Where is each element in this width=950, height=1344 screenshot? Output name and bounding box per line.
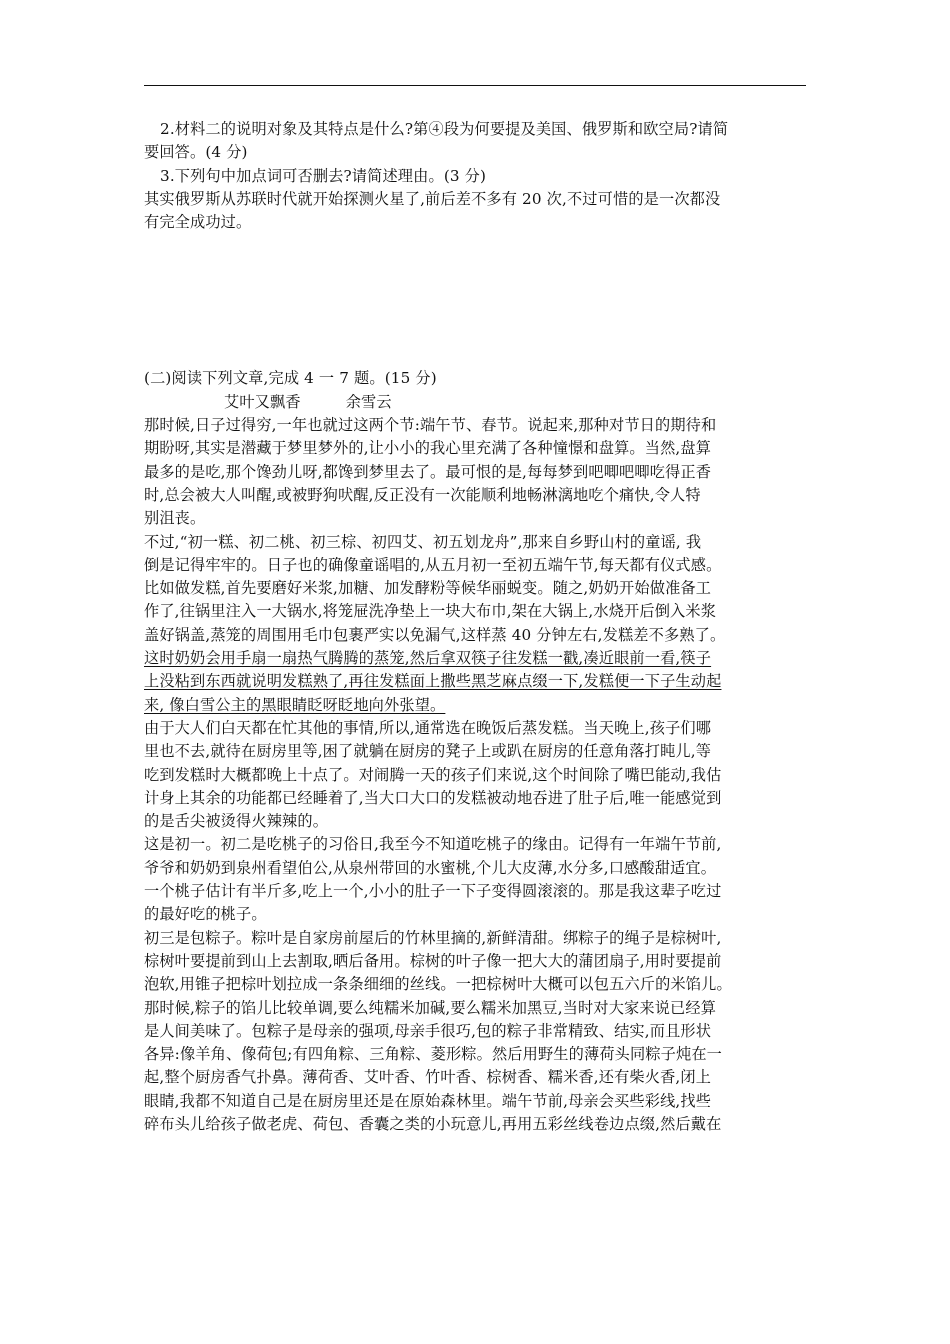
article-line: 别沮丧。: [144, 509, 206, 528]
article-body: [144, 414, 807, 1136]
article-line: 计身上其余的功能都已经睡着了,当大口大口的发糕被动地吞进了肚子后,唯一能感觉到: [144, 788, 722, 807]
section-2-intro: (二)阅读下列文章,完成 4 一 7 题。(15 分): [144, 369, 437, 388]
article-line: 里也不去,就待在厨房里等,困了就躺在厨房的凳子上或趴在厨房的任意角落打盹儿,等: [144, 742, 712, 761]
article-line: 泡软,用锥子把棕叶划拉成一条条细细的丝线。一把棕树叶大概可以包五六斤的米馅儿。: [144, 975, 732, 994]
header-rule: [144, 85, 806, 86]
article-line: 的最好吃的桃子。: [144, 905, 267, 924]
question-2-line-2: 要回答。(4 分): [144, 143, 248, 162]
underlined-line: 上没粘到东西就说明发糕熟了,再往发糕面上撒些黑芝麻点缀一下,发糕便一下子生动起: [144, 672, 722, 691]
answer-space: [144, 234, 807, 367]
article-line: 比如做发糕,首先要磨好米浆,加糖、加发酵粉等候华丽蜕变。随之,奶奶开始做准备工: [144, 579, 712, 598]
article-line: 各异:像羊角、像荷包;有四角粽、三角粽、菱形粽。然后用野生的薄荷头同粽子炖在一: [144, 1045, 723, 1064]
article-line: 一个桃子估计有半斤多,吃上一个,小小的肚子一下子变得圆滚滚的。那是我这辈子吃过: [144, 882, 722, 901]
article-line: 起,整个厨房香气扑鼻。薄荷香、艾叶香、竹叶香、棕树香、糯米香,还有柴火香,闭上: [144, 1068, 712, 1087]
article-author: 余雪云: [345, 392, 392, 411]
article-line: 吃到发糕时大概都晚上十点了。对闹腾一天的孩子们来说,这个时间除了嘴巴能动,我估: [144, 765, 722, 784]
article-line: 倒是记得牢牢的。日子也的确像童谣唱的,从五月初一至初五端午节,每天都有仪式感。: [144, 555, 722, 574]
article-line: 是人间美味了。包粽子是母亲的强项,母亲手很巧,包的粽子非常精致、结实,而且形状: [144, 1021, 712, 1040]
article-line: 碎布头儿给孩子做老虎、荷包、香囊之类的小玩意儿,再用五彩丝线卷边点缀,然后戴在: [144, 1114, 722, 1133]
article-line: 爷爷和奶奶到泉州看望伯公,从泉州带回的水蜜桃,个儿大皮薄,水分多,口感酸甜适宜。: [144, 858, 717, 877]
article-line: 的是舌尖被烫得火辣辣的。: [144, 812, 329, 831]
document-page: [144, 118, 807, 1136]
article-line: 盖好锅盖,蒸笼的周围用毛巾包裹严实以免漏气,这样蒸 40 分钟左右,发糕差不多熟了。: [144, 625, 726, 644]
article-line: 这是初一。初二是吃桃子的习俗日,我至今不知道吃桃子的缘由。记得有一年端午节前,: [144, 835, 722, 854]
question-3-sentence-line-2: 有完全成功过。: [144, 213, 252, 232]
article-line: 初三是包粽子。粽叶是自家房前屋后的竹林里摘的,新鲜清甜。绑粽子的绳子是棕树叶,: [144, 928, 722, 947]
article-title: 艾叶又飘香: [224, 392, 301, 411]
article-heading: [144, 391, 807, 414]
underlined-line: 来, 像白雪公主的黑眼睛眨呀眨地向外张望。: [144, 695, 446, 714]
article-line: 最多的是吃,那个馋劲儿呀,都馋到梦里去了。最可恨的是,每每梦到吧唧吧唧吃得正香: [144, 462, 712, 481]
question-3-sentence-line-1: 其实俄罗斯从苏联时代就开始探测火星了,前后差不多有 20 次,不过可惜的是一次都没: [144, 189, 721, 208]
article-line: 作了,往锅里注入一大锅水,将笼屉洗净垫上一块大布巾,架在大锅上,水烧开后倒入米浆: [144, 602, 717, 621]
article-line: 期盼呀,其实是潜藏于梦里梦外的,让小小的我心里充满了各种憧憬和盘算。当然,盘算: [144, 439, 712, 458]
article-line: 由于大人们白天都在忙其他的事情,所以,通常选在晚饭后蒸发糕。当天晚上,孩子们哪: [144, 718, 712, 737]
article-line: 那时候,粽子的馅儿比较单调,要么纯糯米加碱,要么糯米加黑豆,当时对大家来说已经算: [144, 998, 717, 1017]
underlined-line: 这时奶奶会用手扇一扇热气腾腾的蒸笼,然后拿双筷子往发糕一戳,凑近眼前一看,筷子: [144, 649, 712, 668]
article-line: 时,总会被大人叫醒,或被野狗吠醒,反正没有一次能顺利地畅淋漓地吃个痛快,令人特: [144, 485, 701, 504]
article-line: 那时候,日子过得穷,一年也就过这两个节:端午节、春节。说起来,那种对节日的期待和: [144, 416, 717, 435]
article-line: 眼睛,我都不知道自己是在厨房里还是在原始森林里。端午节前,母亲会买些彩线,找些: [144, 1091, 712, 1110]
article-line: 不过,“初一糕、初二桃、初三棕、初四艾、初五划龙舟”,那来自乡野山村的童谣, 我: [144, 532, 702, 551]
question-3: 3.下列句中加点词可否删去?请简述理由。(3 分): [160, 166, 487, 185]
article-line: 棕树叶要提前到山上去割取,晒后备用。棕树的叶子像一把大大的蒲团扇子,用时要提前: [144, 951, 722, 970]
question-2-line-1: 2.材料二的说明对象及其特点是什么?第④段为何要提及美国、俄罗斯和欧空局?请简: [160, 120, 729, 138]
